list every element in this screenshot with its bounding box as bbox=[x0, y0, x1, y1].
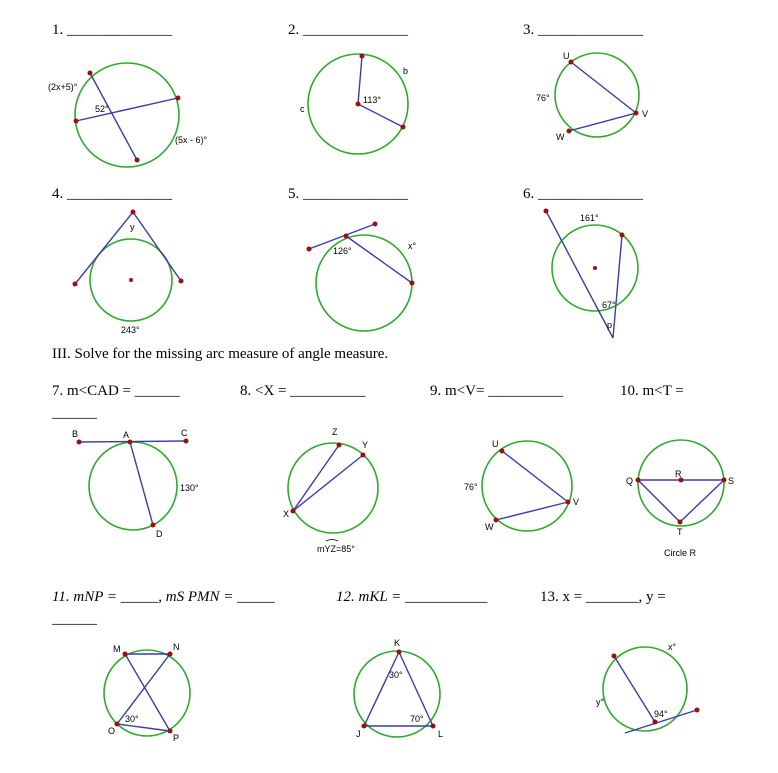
figure-11 bbox=[104, 642, 190, 743]
fig12-label-k: K bbox=[394, 638, 401, 648]
fig10-circle bbox=[638, 440, 724, 526]
fig2-angle-label: 113° bbox=[363, 95, 381, 105]
fig10-label-r: R bbox=[675, 469, 682, 479]
figure-5 bbox=[307, 222, 417, 332]
fig11-label-o: O bbox=[108, 726, 116, 736]
fig12-chord-kj bbox=[364, 652, 399, 726]
problem-10-blank: ______ bbox=[52, 405, 97, 421]
fig2-point bbox=[360, 54, 365, 59]
fig4-tangent-b bbox=[133, 212, 181, 281]
fig4-tangent-a bbox=[75, 212, 133, 284]
fig7-label-c: C bbox=[181, 428, 188, 438]
fig7-label-a: A bbox=[123, 430, 130, 440]
fig11-point-p bbox=[168, 729, 173, 734]
problem-12-label: 12. mKL = ___________ bbox=[336, 589, 488, 605]
fig12-label-j: J bbox=[356, 729, 361, 739]
fig13-chord bbox=[614, 656, 655, 722]
fig12-label-l: L bbox=[438, 729, 444, 739]
fig13-point bbox=[695, 708, 700, 713]
fig11-point-n bbox=[168, 652, 173, 657]
fig7-point-a bbox=[128, 440, 133, 445]
fig9-point-v bbox=[566, 500, 571, 505]
figure-8 bbox=[283, 427, 378, 554]
fig4-point bbox=[131, 210, 136, 215]
fig11-label-m: M bbox=[113, 644, 121, 654]
fig13-point bbox=[653, 720, 658, 725]
fig12-point-j bbox=[362, 724, 367, 729]
fig9-chord-uv bbox=[502, 451, 568, 502]
fig7-point-b bbox=[77, 440, 82, 445]
fig3-arc-label: 76° bbox=[536, 93, 550, 103]
problem-13-label: 13. x = _______, y = bbox=[540, 589, 666, 605]
fig8-arc-mark bbox=[326, 540, 338, 542]
figure-13 bbox=[596, 642, 700, 733]
fig7-point-d bbox=[151, 523, 156, 528]
fig9-label-u: U bbox=[492, 439, 499, 449]
fig3-label-u: U bbox=[563, 51, 570, 61]
fig9-circle bbox=[482, 441, 572, 531]
fig10-point-t bbox=[678, 520, 683, 525]
fig7-arc-label: 130° bbox=[180, 483, 199, 493]
problem-1-label: 1. ______________ bbox=[52, 22, 172, 38]
fig1-point bbox=[74, 119, 79, 124]
problem-8-label: 8. <X = __________ bbox=[240, 383, 366, 399]
problem-9-label: 9. m<V= __________ bbox=[430, 383, 564, 399]
fig1-angle-label: 52° bbox=[95, 104, 109, 114]
fig2-radius-b bbox=[358, 104, 403, 127]
fig9-point-u bbox=[500, 449, 505, 454]
fig3-chord-uv bbox=[571, 62, 636, 113]
figure-10 bbox=[626, 440, 734, 558]
fig2-point bbox=[401, 125, 406, 130]
problem-4-label: 4. ______________ bbox=[52, 186, 172, 202]
fig10-point-q bbox=[636, 478, 641, 483]
fig7-label-d: D bbox=[156, 529, 163, 539]
fig13-angle-label: 94° bbox=[654, 709, 668, 719]
fig13-arc-label-x: x° bbox=[668, 642, 677, 652]
fig12-point-k bbox=[397, 650, 402, 655]
fig5-chord bbox=[346, 236, 412, 283]
fig6-secant-b bbox=[613, 235, 622, 338]
fig11-point-o bbox=[115, 722, 120, 727]
figure-1 bbox=[48, 63, 208, 167]
fig8-chord-xy bbox=[293, 455, 363, 511]
fig10-chord-qt bbox=[638, 480, 680, 522]
fig1-point bbox=[88, 71, 93, 76]
figure-6 bbox=[544, 209, 639, 339]
fig5-arc-label: x° bbox=[408, 241, 417, 251]
fig9-chord-wv bbox=[496, 502, 568, 520]
fig4-point bbox=[73, 282, 78, 287]
fig7-point-c bbox=[184, 439, 189, 444]
fig5-point bbox=[410, 281, 415, 286]
fig6-center bbox=[593, 266, 597, 270]
fig8-label-y: Y bbox=[362, 440, 369, 450]
fig8-label-z: Z bbox=[332, 427, 338, 437]
fig10-point-s bbox=[722, 478, 727, 483]
fig6-arc-label: 161° bbox=[580, 213, 599, 223]
problem-2-label: 2. ______________ bbox=[288, 22, 408, 38]
problem-6-label: 6. ______________ bbox=[523, 186, 643, 202]
fig1-arc-label-a: (2x+5)° bbox=[48, 82, 78, 92]
fig2-center bbox=[356, 102, 361, 107]
fig12-point-l bbox=[431, 724, 436, 729]
fig7-label-b: B bbox=[72, 429, 79, 439]
fig5-point bbox=[373, 222, 378, 227]
fig10-label-q: Q bbox=[626, 476, 634, 486]
problem-10-label: 10. m<T = bbox=[620, 383, 684, 399]
fig7-tangent bbox=[79, 441, 186, 442]
fig4-angle-label: y bbox=[130, 222, 135, 232]
fig1-circle bbox=[75, 63, 179, 167]
problem-7-label: 7. m<CAD = ______ bbox=[52, 383, 180, 399]
fig3-label-v: V bbox=[642, 109, 649, 119]
fig3-point-v bbox=[634, 111, 639, 116]
problem-11-blank: ______ bbox=[52, 611, 97, 627]
fig12-angle-label-l: 70° bbox=[410, 714, 424, 724]
fig6-point bbox=[544, 209, 549, 214]
fig11-label-p: P bbox=[173, 733, 180, 743]
section-heading: III. Solve for the missing arc measure of angle measure. bbox=[52, 346, 389, 362]
fig8-point-y bbox=[361, 453, 366, 458]
fig9-label-w: W bbox=[485, 522, 494, 532]
fig9-label-v: V bbox=[573, 497, 580, 507]
fig2-arc-label-b: b bbox=[403, 66, 409, 76]
fig2-radius-a bbox=[358, 56, 362, 104]
problem-3-label: 3. ______________ bbox=[523, 22, 643, 38]
problem-11-label: 11. mNP = _____, mS PMN = _____ bbox=[52, 589, 275, 605]
fig10-label-t: T bbox=[677, 527, 683, 537]
fig4-center bbox=[129, 278, 133, 282]
figure-9 bbox=[464, 439, 579, 532]
fig1-point bbox=[176, 96, 181, 101]
fig4-arc-label: 243° bbox=[121, 325, 140, 335]
fig12-circle bbox=[354, 651, 440, 737]
fig7-chord bbox=[130, 442, 153, 525]
fig1-arc-label-c: (5x - 6)° bbox=[175, 135, 208, 145]
problem-5-label: 5. ______________ bbox=[288, 186, 408, 202]
fig6-angle-label: 67° bbox=[602, 300, 616, 310]
fig10-chord-st bbox=[680, 480, 724, 522]
fig9-point-w bbox=[494, 518, 499, 523]
fig3-chord-wv bbox=[569, 113, 636, 131]
fig8-point-z bbox=[337, 443, 342, 448]
fig10-caption: Circle R bbox=[664, 548, 697, 558]
fig1-chord-b bbox=[76, 98, 178, 121]
fig3-point-w bbox=[567, 129, 572, 134]
fig5-angle-label: 126° bbox=[333, 246, 352, 256]
figure-12 bbox=[354, 638, 443, 739]
figure-3 bbox=[536, 51, 648, 142]
fig8-chord-xz bbox=[293, 445, 339, 511]
fig6-point bbox=[620, 233, 625, 238]
fig6-label-p: p bbox=[607, 320, 613, 330]
fig13-point bbox=[612, 654, 617, 659]
fig11-label-n: N bbox=[173, 642, 180, 652]
figure-2 bbox=[300, 54, 408, 155]
fig8-label-x: X bbox=[283, 509, 290, 519]
fig9-arc-label: 76° bbox=[464, 482, 478, 492]
fig4-point bbox=[179, 279, 184, 284]
fig10-label-s: S bbox=[728, 476, 735, 486]
fig12-angle-label-k: 30° bbox=[389, 670, 403, 680]
fig8-note: mYZ=85° bbox=[317, 544, 355, 554]
fig3-circle bbox=[555, 53, 639, 137]
fig11-angle-label: 30° bbox=[125, 714, 139, 724]
fig5-point bbox=[344, 234, 349, 239]
fig11-point-m bbox=[123, 652, 128, 657]
fig2-arc-label-c: c bbox=[300, 104, 305, 114]
figure-4 bbox=[73, 210, 184, 336]
fig1-point bbox=[135, 158, 140, 163]
fig3-label-w: W bbox=[556, 132, 565, 142]
fig8-point-x bbox=[291, 509, 296, 514]
fig13-arc-label-y: y° bbox=[596, 697, 605, 707]
figure-7 bbox=[72, 428, 199, 539]
fig5-point bbox=[307, 247, 312, 252]
fig6-secant-a bbox=[546, 211, 613, 338]
